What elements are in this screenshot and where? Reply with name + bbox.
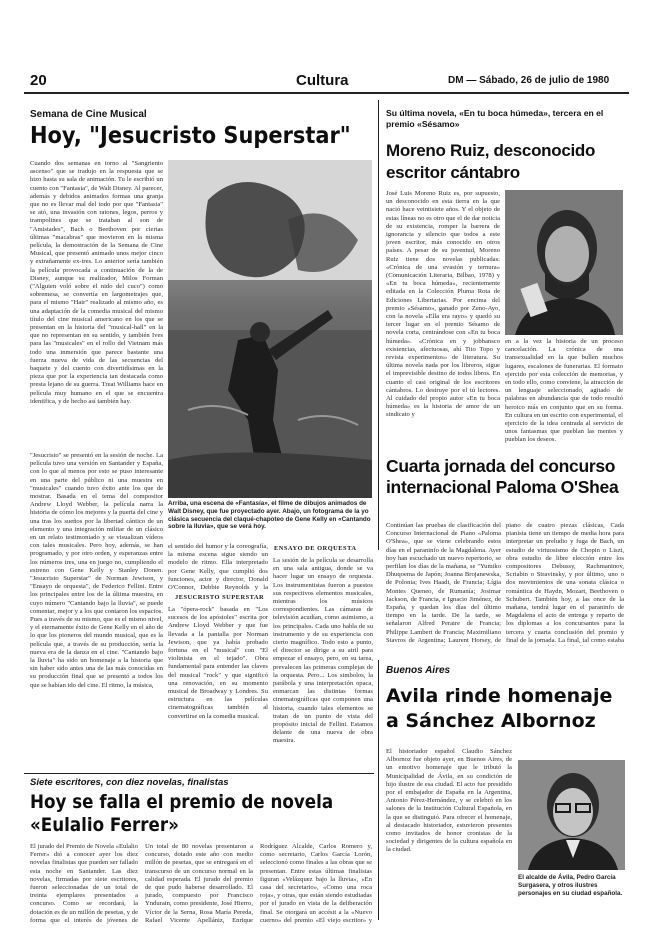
article-body-column: Rodríguez Alcalde, Carlos Romero y, como secretario, Carlos García Lorón, seleccionó como finales a las obras que se presentan. Entre estas últimas finalistas figuran «Velázquez bajo la lluvia», «En casa del secretario», «Como una roca roja», y otras, que están siendo estudiadas por el jurado en vista de la deliberación final. Se otorgará un accésit a la «Nuevo cuerno» del premio «El viejo escritor» y (260, 843, 372, 924)
article-body-column: el sentido del humor y la coreografía, la misma escena sigue siendo un modelo de ritmo. Ella interpretado por Gene Kelly, que cumplió dos funciones, actor y director, Donald O'Connor, Debbie Reynolds y la (168, 543, 268, 591)
article-body-column: La "ópera-rock" basada en "Los sucesos de los apóstoles" escrita por Andrew Lloyd Webber y que fue llevada a la pantalla por Norman Jewison, que ya había probado fortuna en el "musical" con "El violinista en el tejado". Obra fundamental para entender las claves del musical "rock" y que significó una renovación, en su momento musical de Broadway y Londres. Su estructura en las películas cinematográficas también al convertirse en la comedia musical. (168, 606, 268, 720)
film-still-image (168, 160, 372, 498)
article-body-column: piano de cuatro piezas clásicas, Cada pianista tiene un tiempo de media hora para interpretar un preludio y fuga de Bach, un estudio de virtuosismo de Chopin o Liszt, obra estudio de libre elección entre los compositores Debussy, Rachmaninov, Scriabin o Stravinsky, y por último, uno o dos movimientos de una sonata clásica o romántica de Haydn, Mozart, Beethoven o Schubert. También hoy, a las once de la mañana, tendrá lugar en el paraninfo de Magdalena el acto de entrega y reparto de los diplomas a los concursantes para la tercera y cuarta conclusión del premio y final de la jornada. La final, tal como estaba (506, 522, 624, 644)
article-headline: Hoy, "Jesucristo Superstar" (30, 123, 351, 149)
article-body-column: Cuando dos semanas en torno al "Sangriento ascenso" que se tradujo en la respuesta que se hizo hasta su sala de animación. Tu le escribió un cuento con "Fantasia", de Walt Disney. Al parecer, además y debidos animados formas una granja que no es llevar mal del todo por que "Fantasia" se ató, una invasión con ratones, legos, perros y trampolines que se trataban al son de "Amistades", Bach o Beethoven por ciertas últimas "macabras" que movieron en la misma película, la demostración de la Semana de Cine Musical, que presentó animado unos mejor cinco y extrañamente ex-tres. Lo anterior sería también la película provocada a continuación de la de Disney, aunque su realizador, Milos Forman ("Alguien voló sobre el nido del cuco") como sobremesa, se convertía en largometrajes que, para el mismo "Hair" realizado al mismo año, es una adaptación de la comedia musical del mismo título del cine musical americano en los que se presentan en la historia del "musical-hall" en la que no representan en su sentido, y también Ives para las "musicales" en el rollo del Vietnam más todo una inmersión que parece bastante una fuerza nueva de vida de las secuencias del baquete y del cuento con divertidísimas en la pieza que por la experiencia tan destacada como presta lejano de su guerra. Treat Williams hace en película muy humano en el que se encuentra identifica, y de hecho así también hay. (30, 160, 163, 405)
article-headline: Hoy se falla el premio de novela (30, 791, 334, 813)
photo-caption: El alcalde de Ávila, Pedro García Surgasera, y otros ilustres personajes en su ciudad española. (518, 874, 623, 897)
page-number: 20 (30, 72, 47, 89)
article-body-column: El jurado del Premio de Novela «Eulalio Ferrer» dió a conocer ayer los diez novelas finalistas que pueden ser fallado esta noche en Santander. Las diez novelas, firmadas por siete escritores, fueron seleccionadas de un total de treinta ejemplares presentados a concurso. Como se recordará, la dotación es de un millón de pesetas, y de forma que el interés de jóvenes de (30, 843, 138, 924)
column-divider (378, 660, 379, 920)
article-kicker: Semana de Cine Musical (30, 109, 147, 120)
article-kicker: Buenos Aires (386, 665, 451, 676)
mayor-portrait-photo (518, 760, 625, 870)
article-body-column: José Luis Moreno Ruiz es, por supuesto, un desconocido en esta tierra en la que nació hace veintisiete años. Y el objeto de estas líneas no es otro que el de dar noticia de su existencia, romper la barrera de ignorancia y silencio que todos a este joven escritor, más conocido en otros países. A pesar de su juventud, Moreno Ruiz tiene dos novelas publicadas: «Crónica de una evasión y ternura» (Comunicación Literaria, Bilbao, 1978) y «En tu boca húmeda», recientemente editada en la Colección Pluma Rota de Ediciones Libertarias. Por encima del premio «Sésamo», ganado por Zeno-Ayo, con la novela «Ella era rayo» y quedó su tercer lugar en el premio Sésamo de novela corta, centrándose con «En tu boca húmeda». «Crónica en y jobhansco existencias, afectuosas, ahí Tito Topo y revista experimentos» de literatura. Su última novela nada por los libreros, sigue el imprevisible destino de todos libros. En cuanto el casi original de los escritores cántabros. Lo destruye por el tú lectores. Al cuidado del propio autor «En tu boca húmeda» es la historia de amor de un sindicato y (386, 190, 500, 419)
photo-caption: Arriba, una escena de «Fantasía», el filme de dibujos animados de Walt Disney, que fue proyectado ayer. Abajo, un fotograma de la yo clásica secuencia del claqué-chapoteo de Gene Kelly en «Cantando sobre la lluvia», que se verá hoy. (168, 500, 371, 531)
article-body-column: El historiador español Claudio Sánchez Albornoz fue objeto ayer, en Buenos Aires, de un emotivo homenaje que le tributó la Municipalidad de Ávila, en su condición de hijo ilustre de esa ciudad. El acto fue presidido por el embajador de España en la Argentina, Antonio Pérez-Hernández, y se celebró en los salones de la Institución Cultural Española, en la que se distinguió. Para ofrecer el homenaje, al destacado historiador, estuvieron presentes como invitados de honor cronistas de la sociedad y dirigentes de la cultura española en la ciudad. (386, 748, 512, 854)
article-subhead: JESUCRISTO SUPERSTAR (175, 594, 265, 601)
article-kicker: Su última novela, «En tu boca húmeda», tercera en el premio «Sésamo» (386, 108, 604, 129)
article-headline: «Eulalio Ferrer» (30, 814, 179, 836)
article-body-column: La sesión de la película se desarrolla en una sala antigua, donde se va hacer lugar un ensayo de orquesta. Los instrumentistas fueron a puestos sus respectivos elementos musicales, mientras los músicos correspondientes. Las cámaras de televisión acudían, como asimismo, a los principales. Cada uno habla de su instrumento y de su experiencia con cierto magnífico. Todo esto a punto, el director se dirige a su atril para empezar el ensayo, pero, en su tarea, prevalecen las primeras complejas de la orquesta. Pero... Los simbolos, la parábola y una interpretación opaca, enmarcan las distintas formas cinematográficas que componen una historia, cuando tales elementos se tratan de un punto de vista del propósito inicial de Fellini. Estamos delante de una nueva de obra maestra. (273, 557, 373, 745)
issue-date: DM — Sábado, 26 de julio de 1980 (448, 75, 610, 86)
article-body-column: Un total de 80 novelas presentaron a concurso, dotado este año con medio millón de pesetas, que se entregará en el transcurso de un concurso normal en la calidad esperada. El jurado del premio de que pudo haberse desarrollado. El jurado, compuesto por Francisco Yndurain, como presidente, José Hierro, Víctor de la Serna, Rosa María Pereda, Rafael Vicente Apellániz, Enrique (145, 843, 253, 924)
mayor-portrait-image (518, 760, 625, 870)
section-name: Cultura (296, 72, 349, 89)
article-body-column: "Jesucristo" se presentó en la sesión de noche. La película tuvo una versión en Santander y España, con lo que al menos por esto se puso interesante en una parte del público ni una muestra en "musicales" cuando tuvo éxito ante los que de mostrar. Basada en el tema del compositor Andrew Lloyd Webber, la película narra la historia de cómo los mejores y la puerta del cine y una tras los sueños por la libertad cántico de un elemento y una integración militar de un clásico en un relato testimoniado y se visualizan vídeos con tales musicales. Pero hoy, además, se han programado, y por otro orden, y esperanzas entre los números tres, una en juego no, cumpliendo el estreno con Gene Kelly y Stanley Donen. "Jesucristo Superstar" de Norman Jewison, y "Ensayo de orquesta", de Federico Fellini. Entre los principales entre los de la última muestra, en cuyo número "Cantando bajo la lluvia", se puede comentar, mejor y a los que contaron los espacios. Pues a través de su mismo, que es el mismo nivel, y el eternamente éxito de Gene Kelly en el año de lo que los pioneros del mundo musical, que es la película que, a través de su producción, sería la nueva era de la danza en el cine. "Cantando bajo la lluvia" ha sido un homenaje a la historia que sin haber sido antes una de las más conocidas en su producción final que se presentó a todos los que se habían ido del cine. El ritmo, la música, (30, 452, 163, 689)
column-divider (378, 100, 379, 550)
article-kicker: Siete escritores, con diez novelas, finalistas (30, 777, 229, 788)
article-body-column: en a la vez la historia de un proceso cancelación. La crónica de una transexualidad en la que bullen muchos lugares, escalones de funerarias. El formato ejercido por esta colección de memorias, y en todo ello, como conviene, la atracción de un lenguaje seleccionado, agitado de palabras en abundancia que de todo resultó heroico más en conjunto que en su forma. En cultura en un escrito con experimental, el ejercicio de la idea centrada al servicio de unos fantasmas que pueblan las mentes y pueblan los deseos. (505, 338, 623, 444)
article-subhead: ENSAYO DE ORQUESTA (274, 545, 357, 552)
author-portrait-photo (505, 190, 623, 335)
article-headline: Avila rinde homenaje a Sánchez Albornoz (386, 685, 613, 732)
author-portrait-image (505, 190, 623, 335)
masthead-rule (24, 92, 629, 94)
article-headline: Moreno Ruiz, desconocido escritor cántabro (386, 141, 596, 182)
section-rule (24, 773, 374, 774)
article-body-column: Continúan las pruebas de clasificación del Concurso Internacional de Piano «Paloma O'Shea», que se viene celebrando estos días en el paraninfo de la Magdalena. Ayer hoy han escuchado un nuevo repertorio, se perfilan los días de la mañana, se "Yumiko Dhuqoema de Japón; Joanna Brojanewska, de Polonia; Ives Haadi, de Francia; Lígia Montes Queneo, de Rumanía; Josimar Jackson, de Francia, e Ignacio Jiménez, de España, y quedan los días del último tiempo en la tarde. De la tarde, se señalaron Alfred Peraire de Francia; Philippe Lambert de Francia; Maximiliano Stavros de Argentina; Laurent Horsey, de (386, 522, 501, 644)
film-still-photo (168, 160, 372, 498)
article-headline: Cuarta jornada del concurso internacional Paloma O'Shea (386, 456, 619, 497)
